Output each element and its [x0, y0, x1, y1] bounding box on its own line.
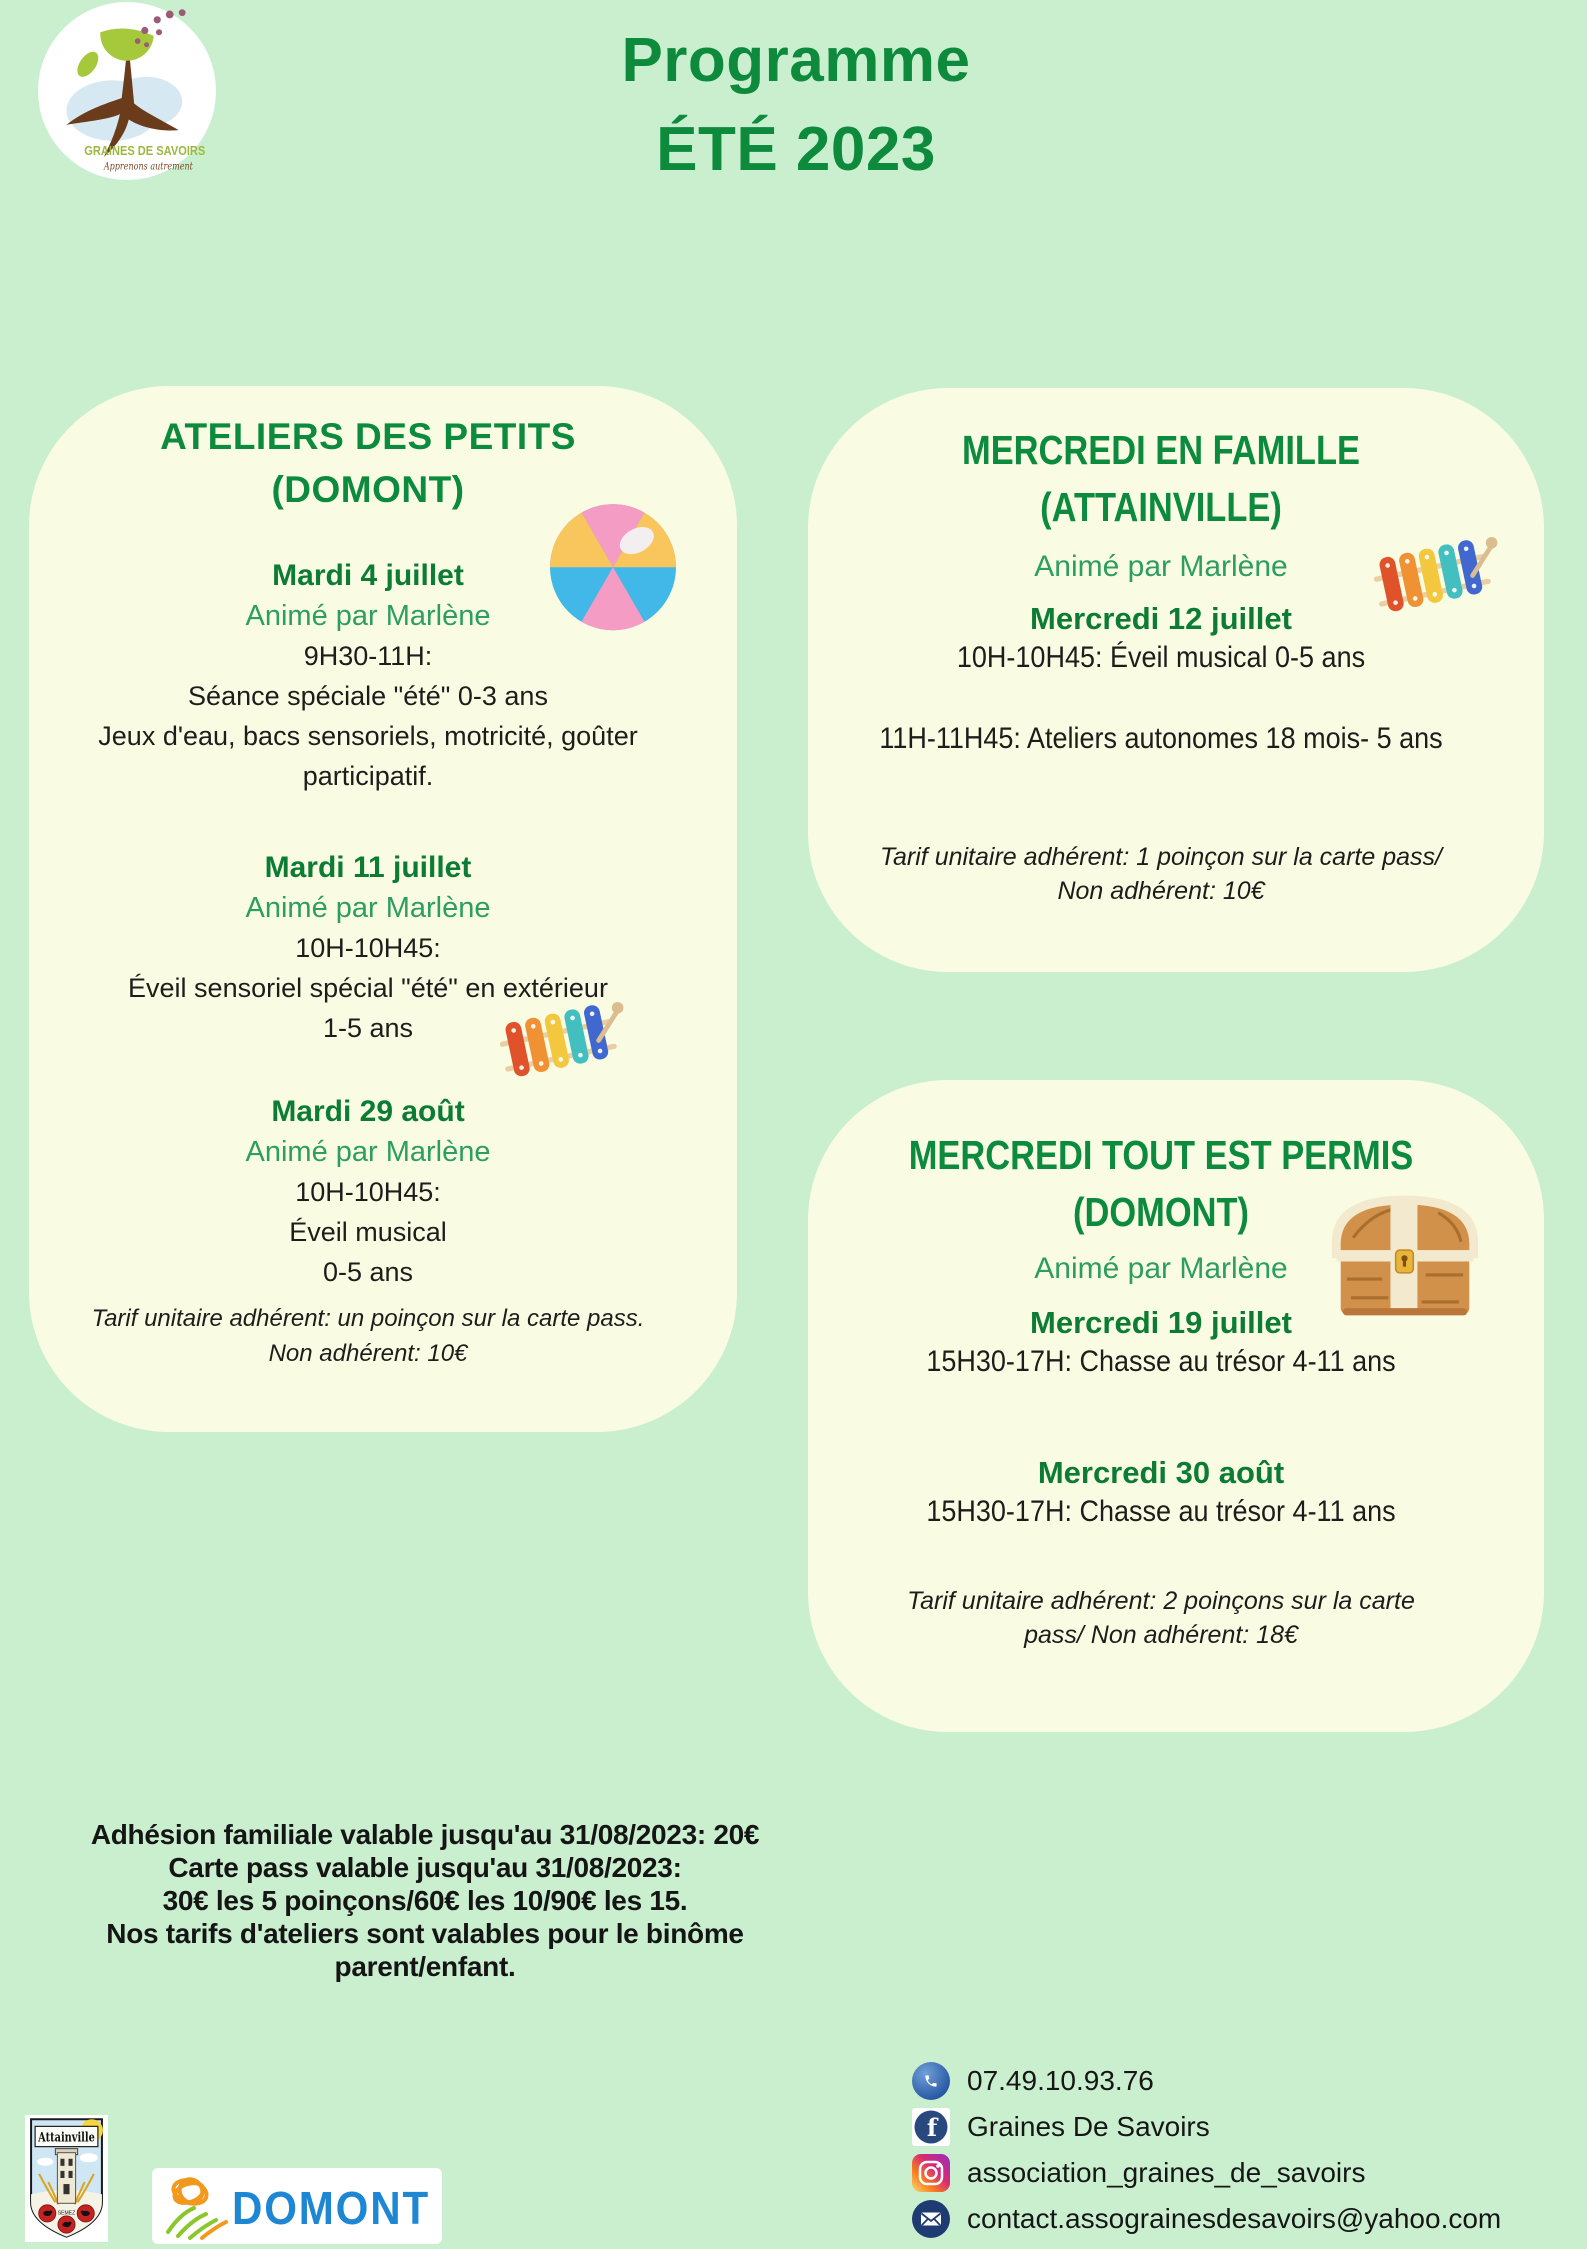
tarif-note [43, 1301, 693, 1371]
pricing-line: 30€ les 5 poinçons/60€ les 10/90€ les 15. [162, 1885, 688, 1916]
event-mardi-4-juillet [43, 556, 693, 796]
event-time: 10H-10H45: [295, 933, 441, 963]
event-host: Animé par Marlène [245, 600, 491, 632]
scribble-sun [170, 2175, 209, 2208]
event-date: Mardi 11 juillet [264, 851, 472, 884]
event-desc: Éveil musical [289, 1217, 447, 1247]
domont-logo [152, 2168, 442, 2244]
attainville-motto: SEMEZ [57, 2210, 76, 2217]
domont-name: DOMONT [232, 2182, 430, 2234]
contact-phone-row [912, 2058, 1552, 2104]
card-title-line1: ATELIERS DES PETITS [160, 416, 576, 457]
pricing-line: Nos tarifs d'ateliers sont valables pour le binôme [106, 1918, 744, 1949]
card-title-line1: MERCREDI EN FAMILLE [961, 427, 1360, 473]
attainville-shield-graphic [25, 2115, 108, 2242]
event-date: Mardi 29 août [271, 1095, 465, 1128]
attainville-coat-of-arms [25, 2115, 108, 2242]
pricing-line: Carte pass valable jusqu'au 31/08/2023: [168, 1852, 682, 1883]
logo-tagline: Apprenons autrement [103, 161, 193, 173]
event-desc: 11H-11H45: Ateliers autonomes 18 mois- 5 ans [879, 722, 1443, 755]
phone-number: 07.49.10.93.76 [967, 2065, 1154, 2096]
event-desc: 15H30-17H: Chasse au trésor 4-11 ans [926, 1345, 1396, 1378]
card-mercredi-tout-est-permis [822, 1092, 1500, 1690]
xylophone-icon [493, 998, 625, 1083]
page-title-line2: ÉTÉ 2023 [656, 115, 936, 184]
logo-org-name: GRAINES DE SAVOIRS [84, 144, 206, 159]
svg-text:f: f [926, 2113, 938, 2142]
event-host: Animé par Marlène [1034, 1252, 1288, 1285]
tarif-note: Tarif unitaire adhérent: 1 poinçon sur la carte pass/ Non adhérent: 10€ [880, 843, 1442, 905]
membership-pricing-info [50, 1818, 800, 1983]
org-logo-graphic [38, 2, 216, 180]
event-mardi-29-aout [43, 1092, 693, 1292]
attainville-name: Attainville [37, 2130, 95, 2146]
tarif-note: Tarif unitaire adhérent: 2 poinçons sur la carte pass/ Non adhérent: 18€ [907, 1587, 1415, 1649]
event-desc: Jeux d'eau, bacs sensoriels, motricité, goûter [98, 721, 638, 751]
event-desc: Séance spéciale "été" 0-3 ans [188, 681, 548, 711]
instagram-icon [912, 2154, 950, 2192]
card-title [876, 422, 1446, 536]
event-desc: 10H-10H45: Éveil musical 0-5 ans [956, 641, 1366, 674]
tarif-line2: Non adhérent: 10€ [268, 1340, 468, 1367]
facebook-name: Graines De Savoirs [967, 2111, 1210, 2142]
phone-icon [912, 2062, 950, 2100]
event-host: Animé par Marlène [1034, 550, 1288, 583]
xylophone-icon [1367, 533, 1499, 618]
email-icon [912, 2200, 950, 2238]
page-title [396, 16, 1196, 194]
card-title-line2: (DOMONT) [271, 469, 465, 510]
email-address: contact.assograinesdesavoirs@yahoo.com [967, 2203, 1502, 2234]
page-title-line1: Programme [621, 26, 971, 95]
event-desc: 1-5 ans [322, 1013, 414, 1043]
event-date: Mercredi 12 juillet [1030, 601, 1292, 636]
event-desc: 0-5 ans [322, 1257, 414, 1287]
contact-instagram-row [912, 2150, 1552, 2196]
event-date: Mardi 4 juillet [272, 559, 464, 592]
event-host: Animé par Marlène [245, 1136, 491, 1168]
pricing-line: Adhésion familiale valable jusqu'au 31/08/2023: 20€ [90, 1819, 760, 1850]
facebook-icon [912, 2108, 950, 2146]
event-date: Mercredi 19 juillet [1030, 1305, 1292, 1340]
instagram-handle: association_graines_de_savoirs [967, 2157, 1366, 2188]
pricing-line: parent/enfant. [334, 1951, 516, 1982]
contact-facebook-row [912, 2104, 1552, 2150]
event-desc: 15H30-17H: Chasse au trésor 4-11 ans [926, 1495, 1396, 1528]
org-logo [38, 2, 216, 180]
event-desc: Éveil sensoriel spécial "été" en extérieur [128, 973, 608, 1003]
card-ateliers-des-petits [43, 398, 693, 1390]
card-title-line2: (DOMONT) [1072, 1189, 1249, 1235]
event-time: 9H30-11H: [303, 641, 433, 671]
domont-logo-graphic [152, 2168, 442, 2244]
event-date: Mercredi 30 août [1037, 1455, 1285, 1490]
event-time: 10H-10H45: [295, 1177, 441, 1207]
event-host: Animé par Marlène [245, 892, 491, 924]
contact-block [912, 2058, 1552, 2242]
contact-email-row [912, 2196, 1552, 2242]
card-title-line1: MERCREDI TOUT EST PERMIS [908, 1132, 1414, 1178]
card-mercredi-en-famille [822, 400, 1500, 930]
event-desc: participatif. [302, 761, 434, 791]
tarif-line1: Tarif unitaire adhérent: un poinçon sur la carte pass. [91, 1305, 645, 1332]
card-title-line2: (ATTAINVILLE) [1040, 484, 1282, 530]
